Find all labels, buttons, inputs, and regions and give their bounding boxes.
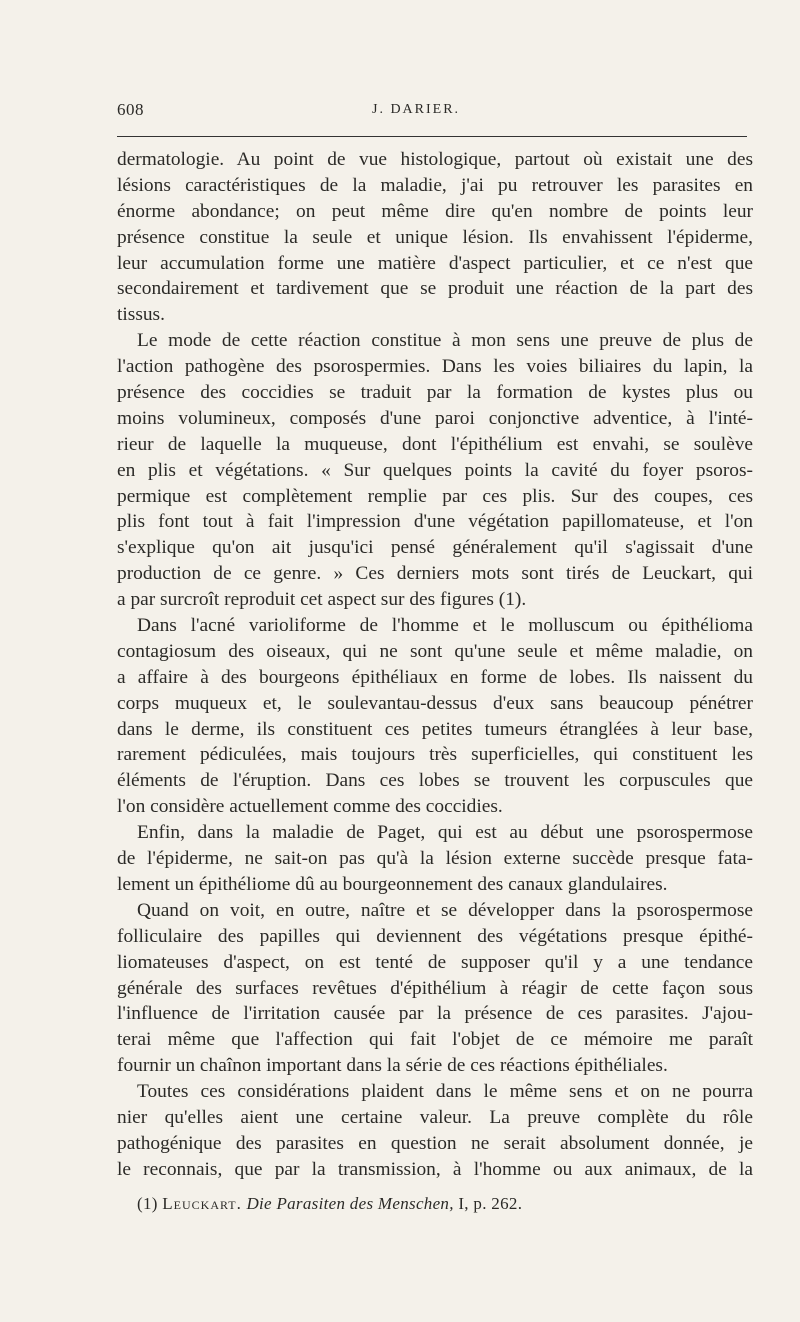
text-line: pathogénique des parasites en question ne serait absolument donnée, je — [117, 1132, 753, 1154]
text-line: liomateuses d'aspect, on est tenté de supposer qu'il y a une tendance — [117, 951, 753, 973]
header-rule — [117, 136, 747, 137]
text-line: éléments de l'éruption. Dans ces lobes se trouvent les corpuscules que — [117, 770, 753, 792]
footnote-marker: (1) — [137, 1194, 158, 1213]
text-line: le reconnais, que par la transmission, à l'homme ou aux animaux, de la — [117, 1158, 753, 1180]
text-line: l'on considère actuellement comme des coccidies. — [117, 796, 503, 818]
text-line: nier qu'elles aient une certaine valeur. La preuve complète du rôle — [117, 1106, 753, 1128]
text-line: lésions caractéristiques de la maladie, j'ai pu retrouver les parasites en — [117, 174, 753, 196]
text-line: production de ce genre. » Ces derniers mots sont tirés de Leuckart, qui — [117, 563, 753, 585]
footnote-title: Die Parasiten des Menschen, — [246, 1194, 454, 1213]
text-line: Enfin, dans la maladie de Paget, qui est au début une psorospermose — [137, 822, 753, 844]
text-line: rieur de laquelle la muqueuse, dont l'épithélium est envahi, se soulève — [117, 433, 753, 455]
text-line: Dans l'acné varioliforme de l'homme et le molluscum ou épithélioma — [137, 615, 753, 637]
text-line: terai même que l'affection qui fait l'objet de ce mémoire me paraît — [117, 1029, 753, 1051]
page-number: 608 — [117, 100, 144, 119]
text-line: énorme abondance; on peut même dire qu'en nombre de points leur — [117, 200, 753, 222]
text-line: fournir un chaînon important dans la série de ces réactions épithéliales. — [117, 1055, 668, 1077]
text-line: en plis et végétations. « Sur quelques points la cavité du foyer psoros- — [117, 459, 753, 481]
text-line: présence constitue la seule et unique lésion. Ils envahissent l'épiderme, — [117, 226, 753, 248]
text-line: contagiosum des oiseaux, qui ne sont qu'une seule et même maladie, on — [117, 640, 753, 662]
text-line: dermatologie. Au point de vue histologique, partout où existait une des — [117, 149, 753, 170]
text-line: dans le derme, ils constituent ces petites tumeurs étranglées à leur base, — [117, 718, 753, 740]
text-line: moins volumineux, composés d'une paroi conjonctive adventice, à l'inté- — [117, 407, 753, 429]
page-header — [117, 100, 747, 124]
text-line: rarement pédiculées, mais toujours très superficielles, qui constituent les — [117, 744, 753, 766]
footnote-reference: I, p. 262. — [458, 1194, 523, 1213]
text-line: secondairement et tardivement que se produit une réaction de la part des — [117, 278, 753, 300]
body-text — [117, 147, 753, 1183]
text-line: permique est complètement remplie par ces plis. Sur des coupes, ces — [117, 485, 753, 507]
text-line: a par surcroît reproduit cet aspect sur des figures (1). — [117, 589, 527, 611]
text-line: a affaire à des bourgeons épithéliaux en forme de lobes. Ils naissent du — [117, 666, 753, 688]
text-line: de l'épiderme, ne sait-on pas qu'à la lésion externe succède presque fata- — [117, 848, 753, 870]
footnote — [137, 1194, 522, 1214]
text-line: présence des coccidies se traduit par la formation de kystes plus ou — [117, 382, 753, 404]
text-line: Quand on voit, en outre, naître et se développer dans la psorospermose — [137, 899, 753, 921]
text-line: plis font tout à fait l'impression d'une végétation papillomateuse, et l'on — [117, 511, 753, 533]
text-line: lement un épithéliome dû au bourgeonnement des canaux glandulaires. — [117, 873, 668, 895]
text-line: générale des surfaces revêtues d'épithélium à réagir de cette façon sous — [117, 977, 753, 999]
text-line: folliculaire des papilles qui deviennent des végétations presque épithé- — [117, 925, 753, 947]
footnote-author: Leuckart. — [162, 1194, 242, 1213]
text-line: Le mode de cette réaction constitue à mon sens une preuve de plus de — [137, 330, 753, 352]
text-line: l'influence de l'irritation causée par la présence de ces parasites. J'ajou- — [117, 1003, 753, 1025]
text-line: l'action pathogène des psorospermies. Dans les voies biliaires du lapin, la — [117, 356, 753, 378]
text-line: Toutes ces considérations plaident dans le même sens et on ne pourra — [137, 1081, 753, 1103]
text-line: corps muqueux et, le soulevantau-dessus d'eux sans beaucoup pénétrer — [117, 692, 753, 714]
text-line: s'explique qu'on ait jusqu'ici pensé généralement qu'il s'agissait d'une — [117, 537, 753, 559]
running-head: J. DARIER. — [372, 102, 461, 117]
text-line: tissus. — [117, 304, 165, 326]
text-line: leur accumulation forme une matière d'aspect particulier, et ce n'est que — [117, 252, 753, 274]
